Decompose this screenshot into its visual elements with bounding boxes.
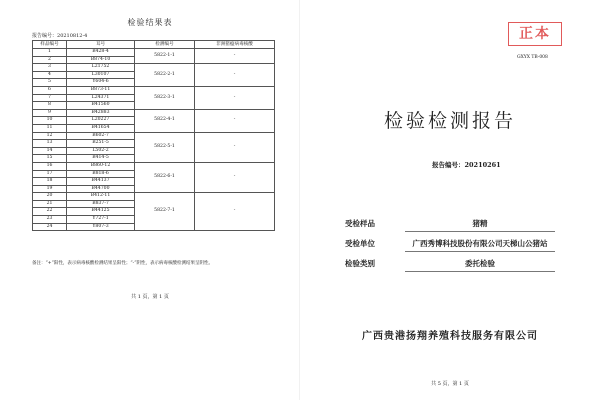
results-table-title: 检验结果表 <box>127 18 173 27</box>
sample-no-cell: 20 <box>33 193 67 201</box>
results-note: 备注：“+”阳性，表示病毒核酸检测结果呈阳性；“-”阴性，表示病毒核酸检测结果呈阴性。 <box>32 261 213 266</box>
ear-tag-cell: L30107 <box>67 71 135 79</box>
cover-report-number <box>432 160 501 169</box>
result-cell: - <box>195 64 275 87</box>
table-row <box>33 132 275 140</box>
sample-no-cell: 5 <box>33 79 67 87</box>
sample-no-cell: 15 <box>33 155 67 163</box>
ear-tag-cell: L21752 <box>67 64 135 72</box>
field-label-unit: 受检单位 <box>345 239 375 248</box>
test-no-cell: 5822-3-1 <box>135 86 195 109</box>
sample-no-cell: 19 <box>33 185 67 193</box>
header-test-no: 检测编号 <box>135 41 195 49</box>
result-cell: - <box>195 193 275 231</box>
header-sample-no: 样品编号 <box>33 41 67 49</box>
sample-no-cell: 21 <box>33 200 67 208</box>
ear-tag-cell: B44125 <box>67 208 135 216</box>
sample-no-cell: 16 <box>33 162 67 170</box>
test-no-cell: 5822-1-1 <box>135 49 195 64</box>
result-cell: - <box>195 86 275 109</box>
sample-no-cell: 1 <box>33 49 67 57</box>
test-no-cell: 5822-4-1 <box>135 109 195 132</box>
ear-tag-cell: B873-11 <box>67 86 135 94</box>
sample-no-cell: 22 <box>33 208 67 216</box>
issuing-company: 广西贵港扬翔养殖科技服务有限公司 <box>362 331 538 342</box>
sample-no-cell: 24 <box>33 223 67 231</box>
ear-tag-cell: B41654 <box>67 124 135 132</box>
ear-tag-cell: B428-4 <box>67 49 135 57</box>
result-cell: - <box>195 162 275 192</box>
test-no-cell: 5822-5-1 <box>135 132 195 162</box>
results-table <box>32 40 275 231</box>
ear-tag-cell: B860-12 <box>67 162 135 170</box>
ear-tag-cell: L20227 <box>67 117 135 125</box>
left-page-number: 共 1 页，第 1 页 <box>131 294 169 300</box>
sample-no-cell: 14 <box>33 147 67 155</box>
table-row <box>33 64 275 72</box>
result-cell: - <box>195 49 275 64</box>
ear-tag-cell: B818-6 <box>67 170 135 178</box>
sample-no-cell: 4 <box>33 71 67 79</box>
header-ear-tag: 耳号 <box>67 41 135 49</box>
field-label-sample: 受检样品 <box>345 219 375 228</box>
field-label-category: 检验类别 <box>345 259 375 268</box>
ear-tag-cell: B414-5 <box>67 155 135 163</box>
sample-no-cell: 7 <box>33 94 67 102</box>
cover-report-number-label: 报告编号： <box>432 161 465 169</box>
sample-no-cell: 3 <box>33 64 67 72</box>
table-row <box>33 193 275 201</box>
ear-tag-cell: B412-11 <box>67 193 135 201</box>
sample-no-cell: 17 <box>33 170 67 178</box>
table-row <box>33 109 275 117</box>
table-row <box>33 86 275 94</box>
ear-tag-cell: B44700 <box>67 185 135 193</box>
results-report-number <box>32 32 87 39</box>
table-row <box>33 49 275 57</box>
sample-no-cell: 13 <box>33 140 67 148</box>
test-no-cell: 5822-7-1 <box>135 193 195 231</box>
ear-tag-cell: B874-10 <box>67 56 135 64</box>
table-row <box>33 162 275 170</box>
sample-no-cell: 18 <box>33 178 67 186</box>
cover-report-number-value: 20210261 <box>464 161 501 169</box>
right-page-number: 共 5 页，第 1 页 <box>431 381 469 387</box>
ear-tag-cell: B837-7 <box>67 200 135 208</box>
header-asfv-result: 非洲猪瘟病毒核酸 <box>195 41 275 49</box>
ear-tag-cell: B41560 <box>67 102 135 110</box>
ear-tag-cell: B42883 <box>67 109 135 117</box>
sample-no-cell: 12 <box>33 132 67 140</box>
ear-tag-cell: L502-2 <box>67 147 135 155</box>
sample-no-cell: 2 <box>33 56 67 64</box>
ear-tag-cell: L24371 <box>67 94 135 102</box>
report-number-value: 20210812-4 <box>57 33 88 39</box>
result-cell: - <box>195 132 275 162</box>
ear-tag-cell: B602-7 <box>67 132 135 140</box>
sample-no-cell: 11 <box>33 124 67 132</box>
test-no-cell: 5822-2-1 <box>135 64 195 87</box>
original-stamp: 正本 <box>508 22 562 46</box>
ear-tag-cell: B251-5 <box>67 140 135 148</box>
ear-tag-cell: B44137 <box>67 178 135 186</box>
sample-no-cell: 8 <box>33 102 67 110</box>
ear-tag-cell: Y727-1 <box>67 216 135 224</box>
report-title: 检验检测报告 <box>383 110 516 132</box>
sample-no-cell: 9 <box>33 109 67 117</box>
field-value-sample: 猪精 <box>405 218 555 232</box>
field-value-category: 委托检验 <box>405 258 555 272</box>
form-code: GXYX TB-008 <box>517 55 548 60</box>
sample-no-cell: 23 <box>33 216 67 224</box>
sample-no-cell: 6 <box>33 86 67 94</box>
report-number-label: 报告编号： <box>32 33 58 39</box>
test-no-cell: 5822-6-1 <box>135 162 195 192</box>
ear-tag-cell: Y807-3 <box>67 223 135 231</box>
table-header-row <box>33 41 275 49</box>
field-value-unit: 广西秀博科技股份有限公司天梯山公猪站 <box>405 238 555 252</box>
ear-tag-cell: Y604-6 <box>67 79 135 87</box>
result-cell: - <box>195 109 275 132</box>
sample-no-cell: 10 <box>33 117 67 125</box>
